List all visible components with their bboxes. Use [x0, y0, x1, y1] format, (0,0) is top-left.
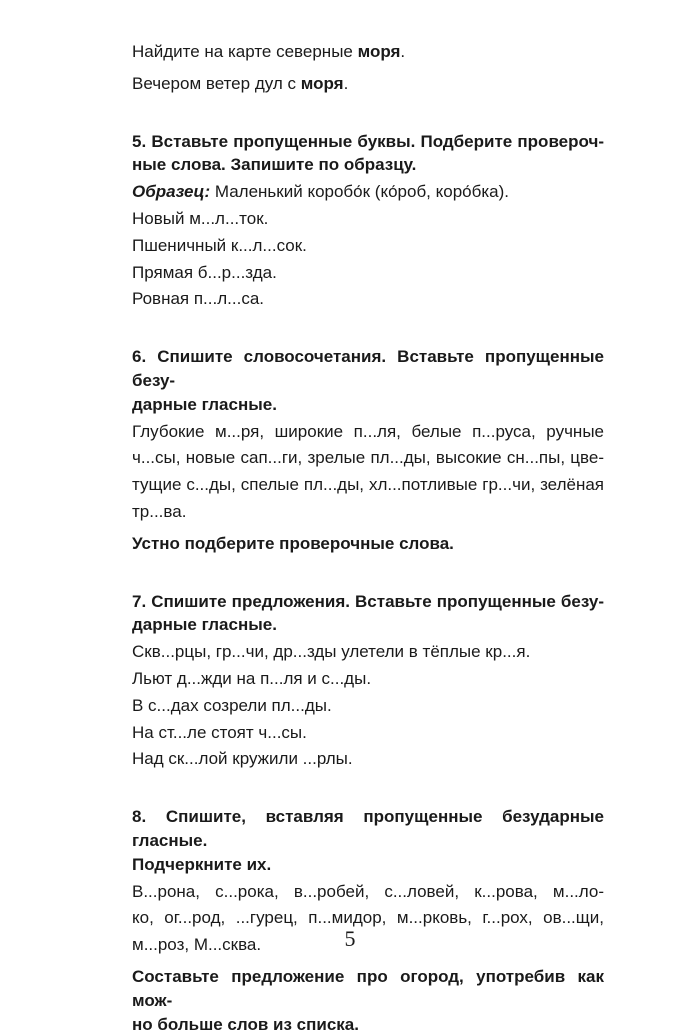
task-5-item: Новый м...л...ток.	[132, 207, 604, 231]
intro-block	[132, 40, 604, 96]
task-5-heading-line-1: 5. Вставьте пропущенные буквы. Подберите провероч-	[132, 130, 604, 154]
task-7-item: Льют д...жди на п...ля и с...ды.	[132, 667, 604, 691]
intro-line-1: Найдите на карте северные моря.	[132, 40, 604, 64]
task-6-note: Устно подберите проверочные слова.	[132, 532, 604, 556]
task-7-heading-line-2: дарные гласные.	[132, 613, 604, 637]
task-5-item: Ровная п...л...са.	[132, 287, 604, 311]
task-6-body-line: Глубокие м...ря, широкие п...ля, белые п...руса, ручные	[132, 420, 604, 444]
task-8-body-line: ко, ог...род, ...гурец, п...мидор, м...рковь, г...рох, ов...щи,	[132, 906, 604, 930]
sample-label: Образец:	[132, 182, 210, 201]
bold-word: моря	[358, 42, 401, 61]
task-5-sample: Образец: Маленький коробо́к (ко́роб, коро́бка).	[132, 180, 604, 204]
task-6-heading-line-2: дарные гласные.	[132, 393, 604, 417]
page-number: 5	[0, 926, 700, 952]
task-6	[132, 345, 604, 555]
task-5-item: Пшеничный к...л...сок.	[132, 234, 604, 258]
task-7-heading-line-1: 7. Спишите предложения. Вставьте пропущенные безу-	[132, 590, 604, 614]
task-5-heading-line-2: ные слова. Запишите по образцу.	[132, 153, 604, 177]
task-7-item: На ст...ле стоят ч...сы.	[132, 721, 604, 745]
task-7-item: В с...дах созрели пл...ды.	[132, 694, 604, 718]
task-8	[132, 805, 604, 1036]
task-8-note-line-2: но больше слов из списка.	[132, 1013, 604, 1036]
task-8-heading-line-2: Подчеркните их.	[132, 853, 604, 877]
page-content	[132, 40, 604, 1036]
task-6-body-line: тущие с...ды, спелые пл...ды, хл...потливые гр...чи, зелёная	[132, 473, 604, 497]
intro-line-2: Вечером ветер дул с моря.	[132, 72, 604, 96]
task-8-note-line-1: Составьте предложение про огород, употребив как мож-	[132, 965, 604, 1013]
task-7-item: Над ск...лой кружили ...рлы.	[132, 747, 604, 771]
task-5	[132, 130, 604, 312]
task-6-body-line: тр...ва.	[132, 500, 604, 524]
task-6-body-line: ч...сы, новые сап...ги, зрелые пл...ды, высокие сн...пы, цве-	[132, 446, 604, 470]
task-6-heading-line-1: 6. Спишите словосочетания. Вставьте пропущенные безу-	[132, 345, 604, 393]
task-8-body-line: В...рона, с...рока, в...робей, с...ловей, к...рова, м...ло-	[132, 880, 604, 904]
task-8-body-line: м...роз, М...сква.	[132, 933, 604, 957]
task-8-heading-line-1: 8. Спишите, вставляя пропущенные безударные гласные.	[132, 805, 604, 853]
task-7-item: Скв...рцы, гр...чи, др...зды улетели в тёплые кр...я.	[132, 640, 604, 664]
task-5-item: Прямая б...р...зда.	[132, 261, 604, 285]
bold-word: моря	[301, 74, 344, 93]
task-7	[132, 590, 604, 772]
